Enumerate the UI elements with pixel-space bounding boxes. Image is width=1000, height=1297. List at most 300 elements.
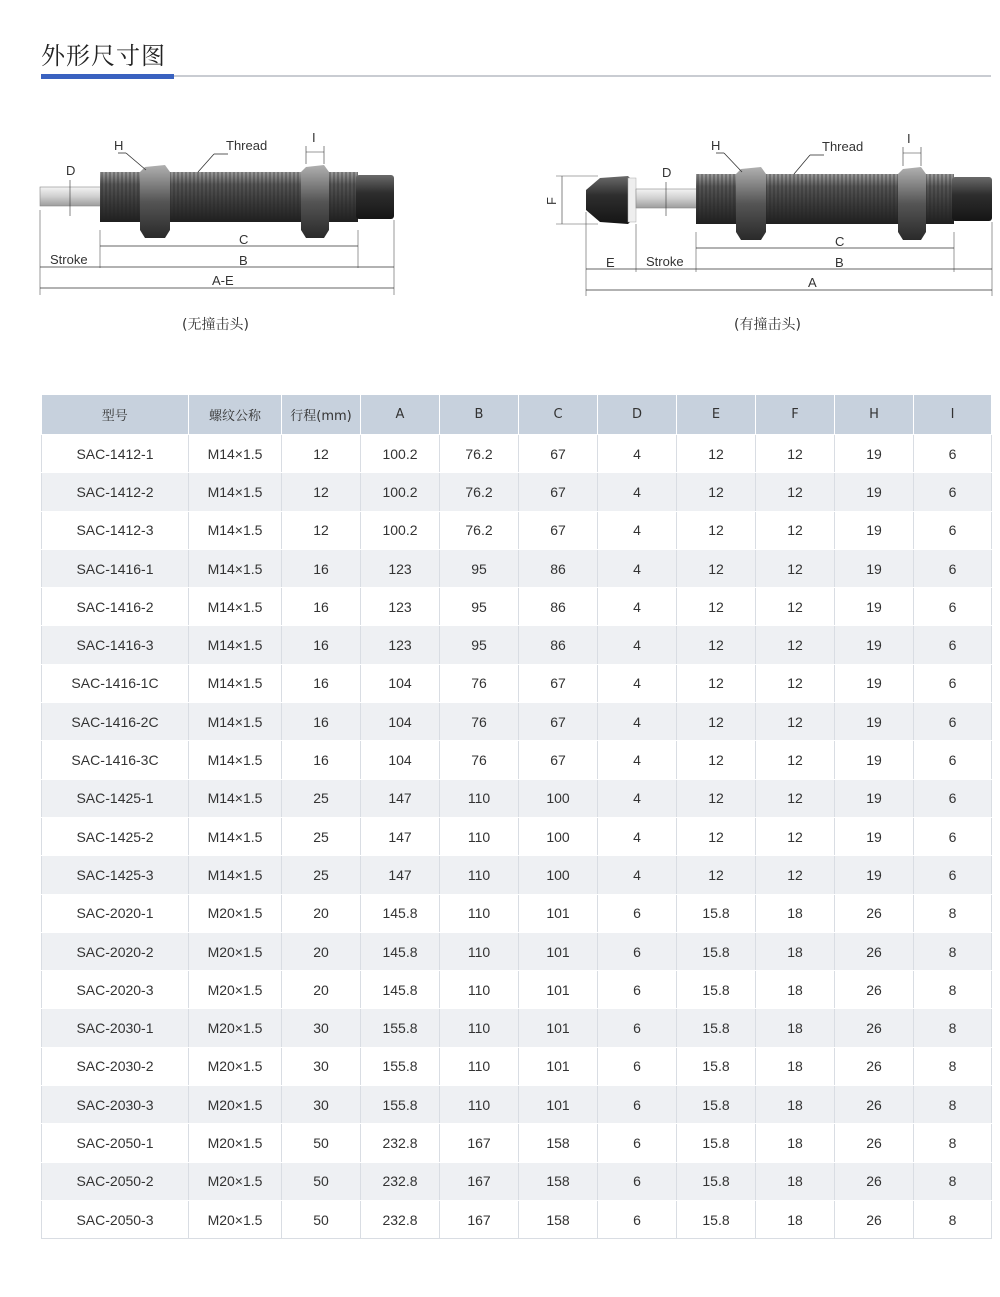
value-cell: 19 [835,511,914,549]
column-header: C [519,395,598,435]
value-cell: 12 [677,664,756,702]
value-cell: M14×1.5 [189,626,282,664]
model-cell: SAC-1416-1 [42,549,189,587]
value-cell: 25 [282,817,361,855]
table-row [42,1009,992,1047]
value-cell: 110 [440,894,519,932]
value-cell: 104 [361,664,440,702]
value-cell: 4 [598,741,677,779]
value-cell: 110 [440,932,519,970]
table-row [42,779,992,817]
value-cell: 86 [519,549,598,587]
table-row [42,1047,992,1085]
value-cell: 12 [756,435,835,473]
label-h: H [711,138,721,153]
value-cell: 12 [677,779,756,817]
value-cell: 12 [756,817,835,855]
value-cell: 110 [440,817,519,855]
value-cell: 110 [440,1047,519,1085]
value-cell: 8 [914,1086,992,1124]
value-cell: 18 [756,1086,835,1124]
value-cell: 95 [440,549,519,587]
title-divider [41,75,991,77]
model-cell: SAC-1425-3 [42,856,189,894]
value-cell: 26 [835,1162,914,1200]
value-cell: 26 [835,1047,914,1085]
piston-rod [40,187,102,206]
value-cell: 19 [835,856,914,894]
value-cell: M14×1.5 [189,511,282,549]
value-cell: M20×1.5 [189,1086,282,1124]
value-cell: 110 [440,779,519,817]
page-title: 外形尺寸图 [41,42,166,70]
model-cell: SAC-1412-1 [42,435,189,473]
value-cell: 4 [598,549,677,587]
value-cell: 147 [361,779,440,817]
column-header: 行程(mm) [282,395,361,435]
label-e: E [606,255,615,270]
label-stroke: Stroke [50,252,88,267]
column-header: 螺纹公称 [189,395,282,435]
value-cell: 12 [677,435,756,473]
value-cell: 19 [835,741,914,779]
table-row [42,1086,992,1124]
value-cell: 6 [598,971,677,1009]
value-cell: 104 [361,741,440,779]
value-cell: 8 [914,971,992,1009]
end-cap [356,175,394,219]
label-i: I [312,130,316,145]
value-cell: 101 [519,1047,598,1085]
value-cell: 12 [677,473,756,511]
value-cell: 123 [361,549,440,587]
model-cell: SAC-2020-3 [42,971,189,1009]
label-f: F [544,197,559,205]
value-cell: 67 [519,511,598,549]
value-cell: M20×1.5 [189,894,282,932]
value-cell: M14×1.5 [189,856,282,894]
table-row [42,511,992,549]
column-header: I [914,395,992,435]
value-cell: 6 [914,626,992,664]
value-cell: 6 [914,473,992,511]
value-cell: 18 [756,894,835,932]
table-row [42,435,992,473]
value-cell: 4 [598,856,677,894]
value-cell: 12 [756,703,835,741]
value-cell: 155.8 [361,1086,440,1124]
value-cell: M14×1.5 [189,588,282,626]
value-cell: M14×1.5 [189,741,282,779]
value-cell: 12 [756,626,835,664]
value-cell: 76.2 [440,435,519,473]
column-header: F [756,395,835,435]
label-c: C [239,232,249,247]
value-cell: 6 [598,1162,677,1200]
value-cell: 100.2 [361,473,440,511]
value-cell: 12 [677,626,756,664]
impact-head [586,176,632,224]
model-cell: SAC-2050-2 [42,1162,189,1200]
value-cell: 16 [282,549,361,587]
hex-nut-rear [898,167,926,240]
value-cell: 76.2 [440,473,519,511]
table-row [42,473,992,511]
table-row [42,856,992,894]
value-cell: 30 [282,1047,361,1085]
value-cell: 147 [361,817,440,855]
value-cell: 15.8 [677,1009,756,1047]
value-cell: 67 [519,664,598,702]
value-cell: M14×1.5 [189,473,282,511]
column-header: D [598,395,677,435]
value-cell: 12 [677,703,756,741]
value-cell: M20×1.5 [189,971,282,1009]
value-cell: 26 [835,1200,914,1238]
value-cell: 76 [440,741,519,779]
value-cell: 145.8 [361,932,440,970]
value-cell: 12 [756,473,835,511]
value-cell: 6 [914,856,992,894]
value-cell: 12 [756,856,835,894]
value-cell: 19 [835,473,914,511]
value-cell: 145.8 [361,894,440,932]
column-header: E [677,395,756,435]
value-cell: 12 [677,588,756,626]
model-cell: SAC-1416-3C [42,741,189,779]
value-cell: 8 [914,1124,992,1162]
column-header: 型号 [42,395,189,435]
model-cell: SAC-1425-2 [42,817,189,855]
value-cell: 4 [598,588,677,626]
label-thread: Thread [226,138,268,153]
value-cell: 6 [598,932,677,970]
value-cell: 158 [519,1162,598,1200]
column-header: B [440,395,519,435]
value-cell: 20 [282,894,361,932]
label-a-e: A-E [212,273,234,288]
value-cell: M14×1.5 [189,817,282,855]
table-header-row [42,395,992,435]
value-cell: 12 [756,741,835,779]
value-cell: 25 [282,856,361,894]
value-cell: 167 [440,1200,519,1238]
value-cell: 19 [835,817,914,855]
value-cell: 101 [519,894,598,932]
value-cell: 12 [282,511,361,549]
value-cell: 12 [756,779,835,817]
value-cell: 110 [440,1009,519,1047]
value-cell: 8 [914,932,992,970]
value-cell: 15.8 [677,1162,756,1200]
value-cell: 6 [914,588,992,626]
value-cell: 50 [282,1124,361,1162]
value-cell: 100 [519,779,598,817]
value-cell: 8 [914,1162,992,1200]
value-cell: M14×1.5 [189,435,282,473]
value-cell: 67 [519,741,598,779]
hex-nut-front [140,165,170,238]
value-cell: 6 [598,1047,677,1085]
value-cell: 158 [519,1124,598,1162]
label-b: B [835,255,844,270]
value-cell: 101 [519,932,598,970]
value-cell: 104 [361,703,440,741]
value-cell: 101 [519,1086,598,1124]
value-cell: 4 [598,473,677,511]
value-cell: M20×1.5 [189,1200,282,1238]
dimension-diagram [0,120,1000,340]
value-cell: 30 [282,1086,361,1124]
model-cell: SAC-1416-2 [42,588,189,626]
value-cell: 15.8 [677,971,756,1009]
caption-with-head: (有撞击头) [734,317,801,333]
table-row [42,1200,992,1238]
value-cell: 4 [598,511,677,549]
table-row [42,894,992,932]
value-cell: 18 [756,1009,835,1047]
column-header: H [835,395,914,435]
value-cell: 25 [282,779,361,817]
value-cell: 6 [598,1200,677,1238]
value-cell: 12 [756,588,835,626]
value-cell: 110 [440,856,519,894]
value-cell: 67 [519,435,598,473]
label-stroke: Stroke [646,254,684,269]
value-cell: 15.8 [677,1200,756,1238]
table-row [42,741,992,779]
value-cell: 12 [282,473,361,511]
value-cell: 6 [598,1009,677,1047]
diagram-with-head [544,131,992,296]
value-cell: 232.8 [361,1200,440,1238]
value-cell: 6 [914,703,992,741]
value-cell: 6 [598,894,677,932]
column-header: A [361,395,440,435]
value-cell: 15.8 [677,1124,756,1162]
end-cap [952,177,992,221]
value-cell: 30 [282,1009,361,1047]
value-cell: 50 [282,1162,361,1200]
model-cell: SAC-2050-3 [42,1200,189,1238]
value-cell: 8 [914,894,992,932]
model-cell: SAC-2030-3 [42,1086,189,1124]
value-cell: 232.8 [361,1162,440,1200]
value-cell: 100 [519,856,598,894]
value-cell: 123 [361,626,440,664]
model-cell: SAC-1425-1 [42,779,189,817]
table-row [42,1162,992,1200]
value-cell: M14×1.5 [189,664,282,702]
value-cell: 16 [282,588,361,626]
value-cell: 12 [282,435,361,473]
value-cell: 4 [598,703,677,741]
value-cell: 19 [835,703,914,741]
label-b: B [239,253,248,268]
table-row [42,588,992,626]
value-cell: M20×1.5 [189,932,282,970]
value-cell: 100 [519,817,598,855]
value-cell: 110 [440,1086,519,1124]
hex-nut-rear [301,165,329,238]
value-cell: 167 [440,1162,519,1200]
value-cell: 4 [598,664,677,702]
value-cell: 145.8 [361,971,440,1009]
value-cell: 86 [519,626,598,664]
value-cell: 19 [835,626,914,664]
value-cell: 26 [835,1124,914,1162]
label-a: A [808,275,817,290]
title-accent-bar [41,74,174,79]
value-cell: 16 [282,626,361,664]
value-cell: 100.2 [361,435,440,473]
value-cell: 16 [282,664,361,702]
value-cell: 19 [835,549,914,587]
value-cell: 4 [598,626,677,664]
value-cell: 6 [598,1086,677,1124]
value-cell: M20×1.5 [189,1047,282,1085]
value-cell: 155.8 [361,1009,440,1047]
value-cell: 15.8 [677,1086,756,1124]
value-cell: 76 [440,664,519,702]
label-c: C [835,234,845,249]
value-cell: 15.8 [677,1047,756,1085]
value-cell: 155.8 [361,1047,440,1085]
value-cell: 232.8 [361,1124,440,1162]
value-cell: 76.2 [440,511,519,549]
value-cell: M14×1.5 [189,779,282,817]
value-cell: M20×1.5 [189,1124,282,1162]
value-cell: M14×1.5 [189,703,282,741]
value-cell: 15.8 [677,932,756,970]
value-cell: 26 [835,894,914,932]
value-cell: 12 [677,856,756,894]
value-cell: 100.2 [361,511,440,549]
model-cell: SAC-1412-2 [42,473,189,511]
value-cell: M20×1.5 [189,1009,282,1047]
model-cell: SAC-2050-1 [42,1124,189,1162]
value-cell: 18 [756,971,835,1009]
value-cell: 6 [914,664,992,702]
value-cell: M20×1.5 [189,1162,282,1200]
label-d: D [662,165,672,180]
table-row [42,817,992,855]
table-row [42,971,992,1009]
value-cell: 6 [914,817,992,855]
value-cell: 67 [519,703,598,741]
spec-table [41,395,992,1239]
piston-rod [636,189,698,208]
value-cell: 26 [835,932,914,970]
value-cell: 101 [519,971,598,1009]
value-cell: 76 [440,703,519,741]
value-cell: 8 [914,1009,992,1047]
value-cell: 6 [914,741,992,779]
value-cell: 6 [914,779,992,817]
value-cell: 19 [835,588,914,626]
value-cell: 86 [519,588,598,626]
value-cell: 167 [440,1124,519,1162]
value-cell: 18 [756,1047,835,1085]
model-cell: SAC-1416-2C [42,703,189,741]
value-cell: 12 [677,549,756,587]
table-row [42,664,992,702]
model-cell: SAC-2030-1 [42,1009,189,1047]
value-cell: 50 [282,1200,361,1238]
value-cell: 6 [914,549,992,587]
label-thread: Thread [822,139,864,154]
table-row [42,703,992,741]
model-cell: SAC-2020-2 [42,932,189,970]
value-cell: 16 [282,741,361,779]
value-cell: 26 [835,971,914,1009]
value-cell: 12 [756,549,835,587]
table-row [42,626,992,664]
value-cell: 4 [598,435,677,473]
value-cell: 19 [835,779,914,817]
value-cell: 15.8 [677,894,756,932]
table-row [42,932,992,970]
value-cell: 95 [440,588,519,626]
value-cell: 6 [914,435,992,473]
value-cell: 18 [756,1162,835,1200]
hex-nut-front [736,167,766,240]
value-cell: 110 [440,971,519,1009]
table-row [42,549,992,587]
model-cell: SAC-2020-1 [42,894,189,932]
value-cell: 18 [756,932,835,970]
value-cell: 12 [756,664,835,702]
value-cell: 18 [756,1124,835,1162]
value-cell: 19 [835,435,914,473]
value-cell: 95 [440,626,519,664]
table-row [42,1124,992,1162]
value-cell: 19 [835,664,914,702]
value-cell: 12 [677,741,756,779]
value-cell: 4 [598,817,677,855]
value-cell: 12 [677,511,756,549]
label-h: H [114,138,124,153]
value-cell: 6 [914,511,992,549]
value-cell: 158 [519,1200,598,1238]
model-cell: SAC-2030-2 [42,1047,189,1085]
value-cell: 12 [756,511,835,549]
value-cell: 123 [361,588,440,626]
value-cell: 67 [519,473,598,511]
label-d: D [66,163,76,178]
value-cell: 20 [282,971,361,1009]
value-cell: 16 [282,703,361,741]
value-cell: 101 [519,1009,598,1047]
label-i: I [907,131,911,146]
value-cell: 26 [835,1009,914,1047]
model-cell: SAC-1416-3 [42,626,189,664]
model-cell: SAC-1416-1C [42,664,189,702]
value-cell: 12 [677,817,756,855]
caption-without-head: (无撞击头) [182,317,249,333]
value-cell: 4 [598,779,677,817]
value-cell: 20 [282,932,361,970]
diagram-without-head [40,130,394,295]
value-cell: 8 [914,1200,992,1238]
value-cell: 26 [835,1086,914,1124]
value-cell: 147 [361,856,440,894]
value-cell: 18 [756,1200,835,1238]
value-cell: 8 [914,1047,992,1085]
model-cell: SAC-1412-3 [42,511,189,549]
value-cell: M14×1.5 [189,549,282,587]
value-cell: 6 [598,1124,677,1162]
